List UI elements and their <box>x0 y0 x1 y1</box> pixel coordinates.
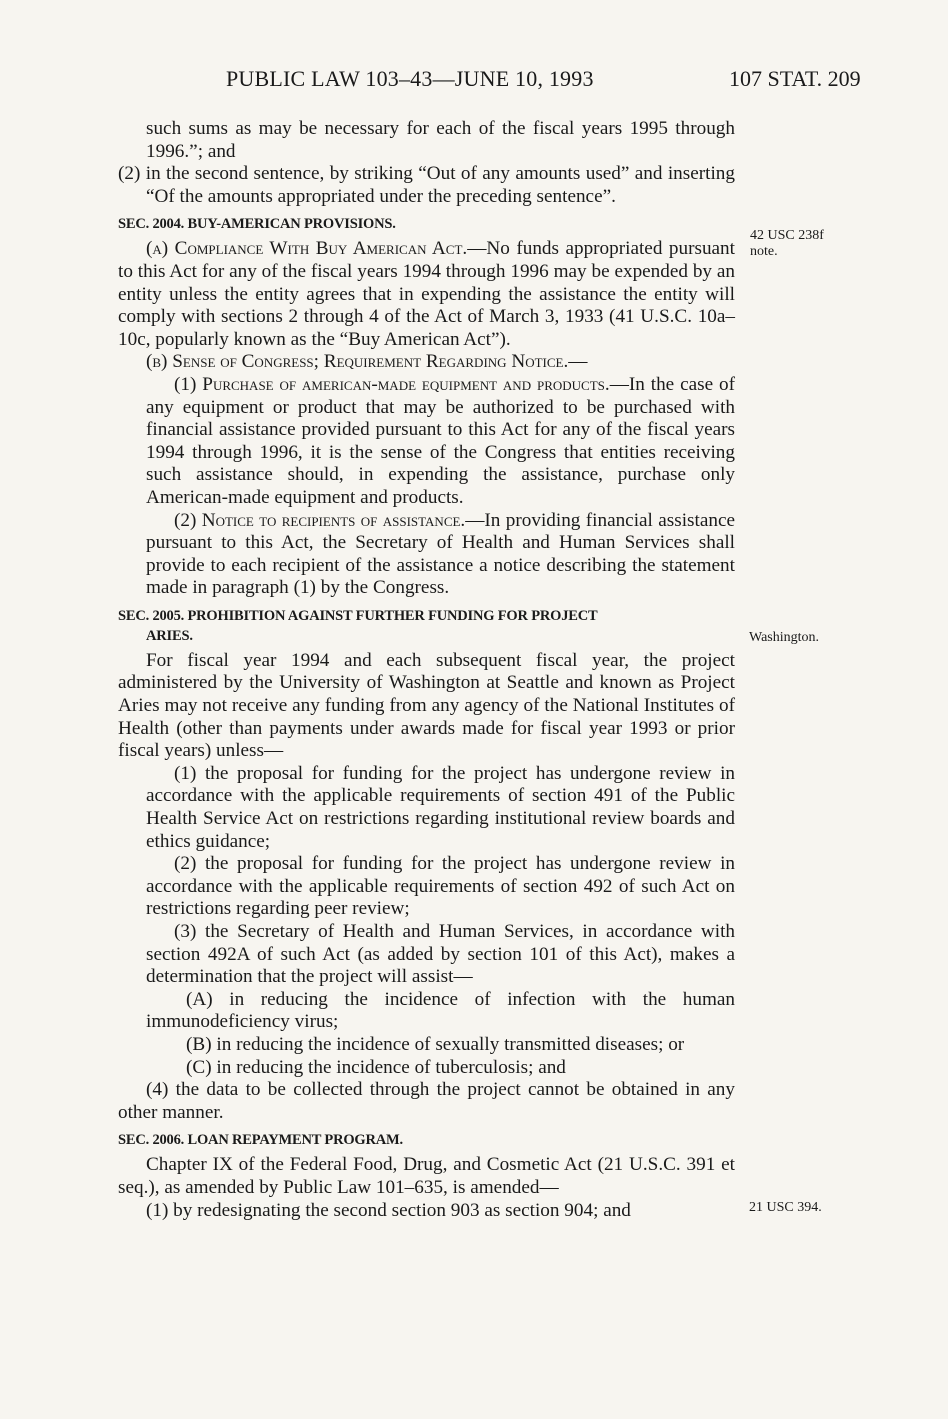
paragraph-2005-3: (3) the Secretary of Health and Human Services, in accordance with section 492A of such Act (as added by section 101 of this Act), makes a determination that the project will assist— <box>146 921 735 988</box>
paragraph-2005-intro: For fiscal year 1994 and each subsequent fiscal year, the project administered by the University of Washington at Seattle and known as Project Aries may not receive any funding from any agency of the National Institutes of Health (other than payments under awards made for fiscal year 1993 or prior fiscal years) unless— <box>118 649 735 762</box>
paragraph-2004-b2 <box>118 510 735 600</box>
paragraph-2006-1: (1) by redesignating the second section 903 as section 904; and <box>146 1199 631 1221</box>
paragraph-2004-b1-text: —In the case of any equipment or product that may be authorized to be purchased with financial assistance provided pursuant to this Act for any of the fiscal years 1994 through 1996, it is the sense of the Congress that entities receiving such assistance should, in expending the assistance, purchase only American-made equipment and products. <box>146 373 735 508</box>
paragraph-2004-b2-text: —In providing financial assistance pursuant to this Act, the Secretary of Health and Human Services shall provide to each recipient of the assistance a notice describing the statement made in paragraph (1) by the Congress. <box>146 509 735 599</box>
margin-note-sec2004: 42 USC 238f note. <box>750 228 824 259</box>
section-2005-heading-line2: ARIES. <box>146 627 193 644</box>
margin-note-sec2005: Washington. <box>749 630 820 645</box>
paragraph-2005-2: (2) the proposal for funding for the project has undergone review in accordance with the applicable requirements of section 492 of such Act on restrictions regarding peer review; <box>146 853 735 920</box>
section-2006-heading: SEC. 2006. LOAN REPAYMENT PROGRAM. <box>118 1132 403 1149</box>
paragraph-2005-4: (4) the data to be collected through the project cannot be obtained in any other manner. <box>118 1079 735 1123</box>
page-header-title: PUBLIC LAW 103–43—JUNE 10, 1993 <box>226 66 594 91</box>
paragraph-2004-b1-label: (1) Purchase of american-made equipment and products. <box>174 373 610 395</box>
section-2005-heading-line1: SEC. 2005. PROHIBITION AGAINST FURTHER FUNDING FOR PROJECT <box>118 607 598 624</box>
paragraph-item-2 <box>90 163 735 208</box>
paragraph-continuation: such sums as may be necessary for each of the fiscal years 1995 through 1996.”; and <box>146 118 735 162</box>
paragraph-2005-3A: (A) in reducing the incidence of infection with the human immunodeficiency virus; <box>146 988 735 1033</box>
paragraph-2004-b <box>118 351 735 374</box>
paragraph-2004-a-text: —No funds appropriated pursuant to this Act for any of the fiscal years 1994 through 1996 may be expended by an entity unless the entity agrees that in expending the assistance the entity will comply with sections 2 through 4 of the Act of March 3, 1933 (41 U.S.C. 10a–10c, popularly known as the “Buy American Act”). <box>118 238 735 350</box>
paragraph-2004-b-label: (b) Sense of Congress; Requirement Regarding Notice. <box>146 351 569 373</box>
section-2004-heading: SEC. 2004. BUY-AMERICAN PROVISIONS. <box>118 216 396 233</box>
paragraph-2005-3B: (B) in reducing the incidence of sexually transmitted diseases; or <box>186 1033 685 1055</box>
section-2005-heading <box>118 606 735 646</box>
paragraph-item-2-text: (2) in the second sentence, by striking “Out of any amounts used” and inserting “Of the amounts appropriated under the preceding sentence”. <box>118 163 735 207</box>
paragraph-2004-a-label: (a) Compliance With Buy American Act. <box>146 238 468 260</box>
paragraph-2005-3C: (C) in reducing the incidence of tuberculosis; and <box>186 1056 566 1078</box>
paragraph-2004-a <box>118 238 735 351</box>
page-header-stat: 107 STAT. 209 <box>729 66 861 91</box>
paragraph-2005-1: (1) the proposal for funding for the project has undergone review in accordance with the applicable requirements of section 491 of the Public Health Service Act on restrictions regarding institutional review boards and ethics guidance; <box>146 762 735 852</box>
paragraph-2006-intro: Chapter IX of the Federal Food, Drug, and Cosmetic Act (21 U.S.C. 391 et seq.), as amended by Public Law 101–635, is amended— <box>118 1154 735 1198</box>
paragraph-2004-b2-label: (2) Notice to recipients of assistance. <box>174 509 466 531</box>
document-body <box>118 118 735 1222</box>
paragraph-2004-b-text: — <box>568 351 588 373</box>
margin-note-sec2006: 21 USC 394. <box>749 1200 822 1215</box>
paragraph-2004-b1 <box>118 374 735 510</box>
